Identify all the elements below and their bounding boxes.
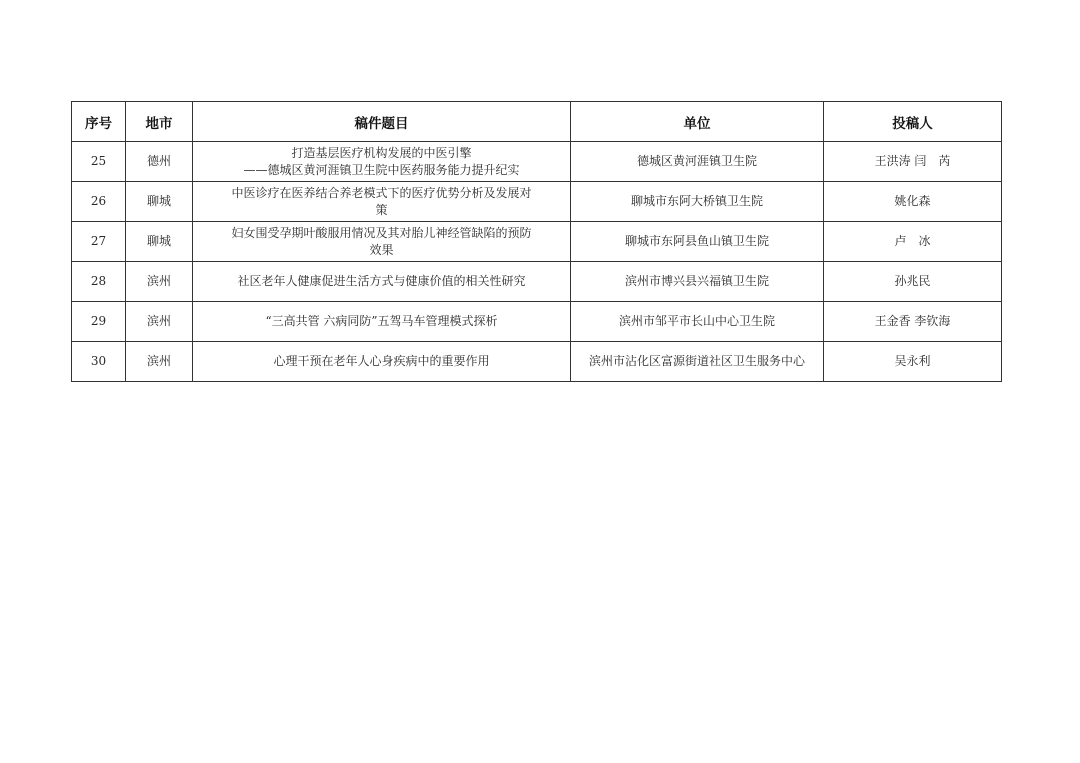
- row-author: 姚化森: [824, 182, 1002, 222]
- header-title: 稿件题目: [193, 102, 571, 142]
- row-city: 滨州: [126, 262, 193, 302]
- row-city: 德州: [126, 142, 193, 182]
- row-num: 29: [72, 302, 126, 342]
- row-unit: 聊城市东阿县鱼山镇卫生院: [571, 222, 824, 262]
- title-line: ——德城区黄河涯镇卫生院中医药服务能力提升纪实: [243, 162, 520, 177]
- title-line: 策: [375, 202, 388, 217]
- title-line: 中医诊疗在医养结合养老模式下的医疗优势分析及发展对: [231, 185, 532, 200]
- row-num: 26: [72, 182, 126, 222]
- row-city: 聊城: [126, 182, 193, 222]
- row-title: [193, 302, 571, 342]
- row-unit: 德城区黄河涯镇卫生院: [571, 142, 824, 182]
- row-unit: 聊城市东阿大桥镇卫生院: [571, 182, 824, 222]
- row-city: 滨州: [126, 342, 193, 382]
- title-line: 社区老年人健康促进生活方式与健康价值的相关性研究: [237, 274, 526, 288]
- row-city: 滨州: [126, 302, 193, 342]
- title-line: 心理干预在老年人心身疾病中的重要作用: [273, 354, 490, 368]
- title-line: 效果: [369, 242, 394, 257]
- header-city: 地市: [126, 102, 193, 142]
- row-num: 30: [72, 342, 126, 382]
- table-row: [72, 262, 1002, 302]
- row-unit: 滨州市邹平市长山中心卫生院: [571, 302, 824, 342]
- title-line: 妇女围受孕期叶酸服用情况及其对胎儿神经管缺陷的预防: [231, 225, 532, 240]
- row-unit: 滨州市博兴县兴福镇卫生院: [571, 262, 824, 302]
- row-unit: 滨州市沾化区富源街道社区卫生服务中心: [571, 342, 824, 382]
- header-num: 序号: [72, 102, 126, 142]
- row-num: 28: [72, 262, 126, 302]
- submissions-table: [71, 101, 1002, 382]
- row-num: 27: [72, 222, 126, 262]
- title-line: 打造基层医疗机构发展的中医引擎: [291, 145, 472, 160]
- row-author: 王洪涛 闫 芮: [824, 142, 1002, 182]
- row-title: [193, 262, 571, 302]
- table-row: [72, 302, 1002, 342]
- row-title: [193, 142, 571, 182]
- table-header-row: [72, 102, 1002, 142]
- row-title: [193, 222, 571, 262]
- row-author: 孙兆民: [824, 262, 1002, 302]
- row-author: 王金香 李钦海: [824, 302, 1002, 342]
- title-line: “三高共管 六病同防”五驾马车管理模式探析: [265, 314, 498, 328]
- row-city: 聊城: [126, 222, 193, 262]
- table-row: [72, 182, 1002, 222]
- table-row: [72, 142, 1002, 182]
- row-num: 25: [72, 142, 126, 182]
- row-title: [193, 182, 571, 222]
- header-author: 投稿人: [824, 102, 1002, 142]
- table-row: [72, 342, 1002, 382]
- row-author: 吴永利: [824, 342, 1002, 382]
- header-unit: 单位: [571, 102, 824, 142]
- row-title: [193, 342, 571, 382]
- table-row: [72, 222, 1002, 262]
- row-author: 卢 冰: [824, 222, 1002, 262]
